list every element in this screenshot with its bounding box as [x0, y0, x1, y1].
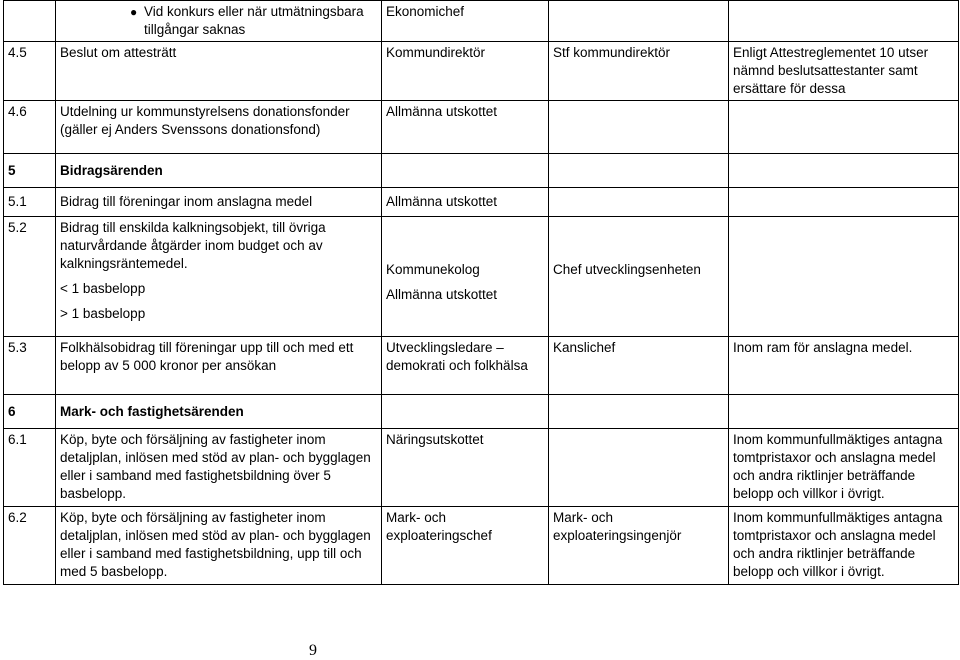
sub-item: < 1 basbelopp: [60, 281, 146, 296]
cell-decision: Näringsutskottet: [382, 429, 549, 507]
cell-decision: Mark- och exploateringschef: [382, 507, 549, 585]
sub-item: > 1 basbelopp: [60, 306, 146, 321]
cell-substitute: [549, 188, 729, 217]
cell-num: 5.3: [4, 337, 56, 395]
cell-decision: Utvecklingsledare – demokrati och folkhälsa: [382, 337, 549, 395]
table-row: [4, 1, 959, 42]
section-number: 5: [4, 154, 56, 188]
cell-num: [4, 1, 56, 42]
cell-text: Köp, byte och försäljning av fastigheter inom detaljplan, inlösen med stöd av plan- och bygglagen eller i samband med fastighetsbildning över 5 basbelopp.: [56, 429, 382, 507]
cell-note: [729, 217, 959, 337]
decision-lower: Kommunekolog: [386, 262, 480, 277]
row-text: Bidrag till enskilda kalkningsobjekt, till övriga naturvårdande åtgärder inom budget och av kalkningsräntemedel.: [60, 220, 326, 271]
cell-text: Beslut om attesträtt: [56, 42, 382, 101]
section-title: Mark- och fastighetsärenden: [56, 395, 382, 429]
table-row: [4, 337, 959, 395]
cell-substitute: Kanslichef: [549, 337, 729, 395]
cell-note: [729, 101, 959, 154]
section-title: Bidragsärenden: [56, 154, 382, 188]
cell-text: Folkhälsobidrag till föreningar upp till och med ett belopp av 5 000 kronor per ansökan: [56, 337, 382, 395]
cell-substitute: [549, 101, 729, 154]
cell-decision: Kommundirektör: [382, 42, 549, 101]
cell-note: Inom kommunfullmäktiges antagna tomtpristaxor och anslagna medel och andra riktlinjer beträffande belopp och villkor i övrigt.: [729, 429, 959, 507]
cell-num: 5.2: [4, 217, 56, 337]
section-row: [4, 395, 959, 429]
table-row: [4, 101, 959, 154]
bullet-text: Vid konkurs eller när utmätningsbara tillgångar saknas: [144, 4, 364, 37]
table-row: [4, 188, 959, 217]
cell-substitute: [549, 429, 729, 507]
cell-decision: Ekonomichef: [382, 1, 549, 42]
cell-text: [56, 1, 382, 42]
cell-note: [729, 188, 959, 217]
substitute-text: Chef utvecklingsenheten: [553, 262, 701, 277]
cell-num: 6.2: [4, 507, 56, 585]
cell-text: Köp, byte och försäljning av fastigheter inom detaljplan, inlösen med stöd av plan- och bygglagen eller i samband med fastighetsbildning, upp till och med 5 basbelopp.: [56, 507, 382, 585]
cell-substitute: Mark- och exploateringsingenjör: [549, 507, 729, 585]
section-row: [4, 154, 959, 188]
cell-text: [56, 217, 382, 337]
cell-substitute: [549, 217, 729, 337]
decision-upper: Allmänna utskottet: [386, 287, 498, 302]
table-row: [4, 217, 959, 337]
table-row: [4, 42, 959, 101]
cell-text: Utdelning ur kommunstyrelsens donationsfonder (gäller ej Anders Svenssons donationsfond): [56, 101, 382, 154]
section-number: 6: [4, 395, 56, 429]
table-row: [4, 507, 959, 585]
page-number: 9: [309, 642, 317, 659]
cell-note: Enligt Attestreglementet 10 utser nämnd beslutsattestanter samt ersättare för dessa: [729, 42, 959, 101]
cell-decision: Allmänna utskottet: [382, 101, 549, 154]
cell-num: 5.1: [4, 188, 56, 217]
cell-substitute: [549, 1, 729, 42]
table-row: [4, 429, 959, 507]
cell-note: Inom kommunfullmäktiges antagna tomtpristaxor och anslagna medel och andra riktlinjer beträffande belopp och villkor i övrigt.: [729, 507, 959, 585]
delegation-table: [3, 0, 959, 585]
bullet-icon: ●: [130, 5, 138, 19]
cell-num: 4.5: [4, 42, 56, 101]
cell-substitute: Stf kommundirektör: [549, 42, 729, 101]
cell-decision: Allmänna utskottet: [382, 188, 549, 217]
cell-decision: [382, 217, 549, 337]
cell-num: 6.1: [4, 429, 56, 507]
cell-note: [729, 1, 959, 42]
cell-num: 4.6: [4, 101, 56, 154]
cell-note: Inom ram för anslagna medel.: [729, 337, 959, 395]
cell-text: Bidrag till föreningar inom anslagna medel: [56, 188, 382, 217]
